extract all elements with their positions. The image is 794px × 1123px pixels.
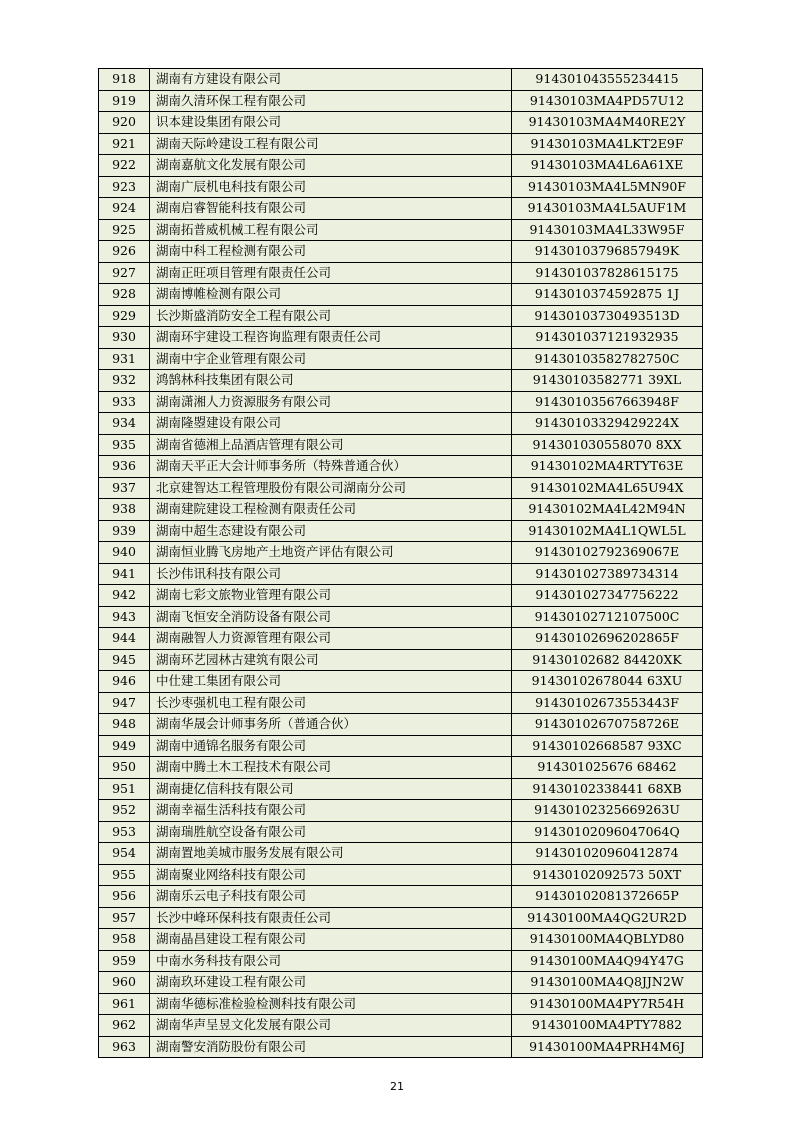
credit-code-cell: 914301027347756222 xyxy=(512,585,703,607)
table-row xyxy=(99,929,703,951)
row-number-cell: 938 xyxy=(99,499,150,521)
company-name-cell: 湖南环宇建设工程咨询监理有限责任公司 xyxy=(150,327,512,349)
company-name-cell: 湖南省德湘上品酒店管理有限公司 xyxy=(150,434,512,456)
table-row xyxy=(99,950,703,972)
table-row xyxy=(99,757,703,779)
row-number-cell: 924 xyxy=(99,198,150,220)
row-number-cell: 960 xyxy=(99,972,150,994)
company-name-cell: 长沙伟讯科技有限公司 xyxy=(150,563,512,585)
table-row xyxy=(99,284,703,306)
table-row xyxy=(99,520,703,542)
row-number-cell: 932 xyxy=(99,370,150,392)
table-row xyxy=(99,112,703,134)
table-row xyxy=(99,628,703,650)
page-number: 21 xyxy=(390,1080,404,1093)
company-name-cell: 湖南警安消防股份有限公司 xyxy=(150,1036,512,1058)
credit-code-cell: 91430103MA4L33W95F xyxy=(512,219,703,241)
row-number-cell: 963 xyxy=(99,1036,150,1058)
credit-code-cell: 91430102712107500C xyxy=(512,606,703,628)
row-number-cell: 955 xyxy=(99,864,150,886)
row-number-cell: 954 xyxy=(99,843,150,865)
credit-code-cell: 91430100MA4PRH4M6J xyxy=(512,1036,703,1058)
table-row xyxy=(99,800,703,822)
company-name-cell: 湖南天际岭建设工程有限公司 xyxy=(150,133,512,155)
credit-code-cell: 91430102682 84420XK xyxy=(512,649,703,671)
credit-code-cell: 91430100MA4PTY7882 xyxy=(512,1015,703,1037)
credit-code-cell: 91430103730493513D xyxy=(512,305,703,327)
company-name-cell: 湖南有方建设有限公司 xyxy=(150,69,512,91)
table-row xyxy=(99,262,703,284)
row-number-cell: 923 xyxy=(99,176,150,198)
company-name-cell: 湖南天平正大会计师事务所（特殊普通合伙） xyxy=(150,456,512,478)
table-row xyxy=(99,886,703,908)
credit-code-cell: 914301037121932935 xyxy=(512,327,703,349)
row-number-cell: 950 xyxy=(99,757,150,779)
company-name-cell: 湖南启睿智能科技有限公司 xyxy=(150,198,512,220)
row-number-cell: 945 xyxy=(99,649,150,671)
table-row xyxy=(99,993,703,1015)
credit-code-cell: 91430103582782750C xyxy=(512,348,703,370)
company-name-cell: 湖南瑞胜航空设备有限公司 xyxy=(150,821,512,843)
credit-code-cell: 91430102MA4L1QWL5L xyxy=(512,520,703,542)
credit-code-cell: 91430100MA4PY7R54H xyxy=(512,993,703,1015)
table-row xyxy=(99,843,703,865)
credit-code-cell: 91430100MA4QG2UR2D xyxy=(512,907,703,929)
company-name-cell: 湖南环艺园林古建筑有限公司 xyxy=(150,649,512,671)
company-name-cell: 湖南七彩文旅物业管理有限公司 xyxy=(150,585,512,607)
credit-code-cell: 91430103MA4L6A61XE xyxy=(512,155,703,177)
company-name-cell: 长沙枣强机电工程有限公司 xyxy=(150,692,512,714)
row-number-cell: 926 xyxy=(99,241,150,263)
company-name-cell: 湖南潇湘人力资源服务有限公司 xyxy=(150,391,512,413)
table-row xyxy=(99,434,703,456)
credit-code-cell: 91430102MA4L42M94N xyxy=(512,499,703,521)
company-name-cell: 鸿鹄林科技集团有限公司 xyxy=(150,370,512,392)
company-name-cell: 湖南拓普威机械工程有限公司 xyxy=(150,219,512,241)
company-name-cell: 中仕建工集团有限公司 xyxy=(150,671,512,693)
credit-code-cell: 91430100MA4QBLYD80 xyxy=(512,929,703,951)
credit-code-cell: 914301030558070 8XX xyxy=(512,434,703,456)
row-number-cell: 929 xyxy=(99,305,150,327)
credit-code-cell: 91430103MA4LKT2E9F xyxy=(512,133,703,155)
row-number-cell: 918 xyxy=(99,69,150,91)
company-name-cell: 识本建设集团有限公司 xyxy=(150,112,512,134)
credit-code-cell: 91430102670758726E xyxy=(512,714,703,736)
company-name-cell: 湖南幸福生活科技有限公司 xyxy=(150,800,512,822)
table-row xyxy=(99,714,703,736)
row-number-cell: 953 xyxy=(99,821,150,843)
table-row xyxy=(99,176,703,198)
credit-code-cell: 914301020960412874 xyxy=(512,843,703,865)
table-row xyxy=(99,542,703,564)
company-list-table xyxy=(98,68,703,1058)
row-number-cell: 931 xyxy=(99,348,150,370)
table-row xyxy=(99,198,703,220)
credit-code-cell: 91430102792369067E xyxy=(512,542,703,564)
company-name-cell: 长沙中峰环保科技有限责任公司 xyxy=(150,907,512,929)
table-row xyxy=(99,585,703,607)
row-number-cell: 958 xyxy=(99,929,150,951)
row-number-cell: 957 xyxy=(99,907,150,929)
row-number-cell: 943 xyxy=(99,606,150,628)
company-name-cell: 湖南中超生态建设有限公司 xyxy=(150,520,512,542)
credit-code-cell: 91430102081372665P xyxy=(512,886,703,908)
table-row xyxy=(99,327,703,349)
table-row xyxy=(99,563,703,585)
table-row xyxy=(99,692,703,714)
table-row xyxy=(99,69,703,91)
credit-code-cell: 91430102MA4RTYT63E xyxy=(512,456,703,478)
table-row xyxy=(99,972,703,994)
credit-code-cell: 91430102678044 63XU xyxy=(512,671,703,693)
company-name-cell: 湖南华德标准检验检测科技有限公司 xyxy=(150,993,512,1015)
row-number-cell: 919 xyxy=(99,90,150,112)
company-name-cell: 湖南正旺项目管理有限责任公司 xyxy=(150,262,512,284)
credit-code-cell: 91430103567663948F xyxy=(512,391,703,413)
company-name-cell: 湖南恒业腾飞房地产土地资产评估有限公司 xyxy=(150,542,512,564)
table-row xyxy=(99,219,703,241)
row-number-cell: 933 xyxy=(99,391,150,413)
row-number-cell: 956 xyxy=(99,886,150,908)
row-number-cell: 939 xyxy=(99,520,150,542)
table-row xyxy=(99,477,703,499)
table-row xyxy=(99,391,703,413)
row-number-cell: 952 xyxy=(99,800,150,822)
table-row xyxy=(99,348,703,370)
row-number-cell: 928 xyxy=(99,284,150,306)
company-name-cell: 北京建智达工程管理股份有限公司湖南分公司 xyxy=(150,477,512,499)
company-name-cell: 中南水务科技有限公司 xyxy=(150,950,512,972)
company-name-cell: 湖南华声呈昱文化发展有限公司 xyxy=(150,1015,512,1037)
row-number-cell: 962 xyxy=(99,1015,150,1037)
company-name-cell: 湖南中宇企业管理有限公司 xyxy=(150,348,512,370)
company-name-cell: 湖南华晟会计师事务所（普通合伙） xyxy=(150,714,512,736)
company-name-cell: 长沙斯盛消防安全工程有限公司 xyxy=(150,305,512,327)
table-row xyxy=(99,649,703,671)
row-number-cell: 948 xyxy=(99,714,150,736)
table-row xyxy=(99,821,703,843)
credit-code-cell: 91430102325669263U xyxy=(512,800,703,822)
row-number-cell: 936 xyxy=(99,456,150,478)
row-number-cell: 951 xyxy=(99,778,150,800)
company-name-cell: 湖南隆曌建设有限公司 xyxy=(150,413,512,435)
credit-code-cell: 91430103796857949K xyxy=(512,241,703,263)
company-name-cell: 湖南聚业网络科技有限公司 xyxy=(150,864,512,886)
table-row xyxy=(99,671,703,693)
credit-code-cell: 91430100MA4Q8JJN2W xyxy=(512,972,703,994)
table-row xyxy=(99,735,703,757)
table-row xyxy=(99,241,703,263)
table-row xyxy=(99,864,703,886)
row-number-cell: 930 xyxy=(99,327,150,349)
table-row xyxy=(99,1015,703,1037)
table-row xyxy=(99,778,703,800)
credit-code-cell: 91430103582771 39XL xyxy=(512,370,703,392)
table-row xyxy=(99,907,703,929)
table-row xyxy=(99,370,703,392)
table-row xyxy=(99,606,703,628)
company-name-cell: 湖南晶昌建设工程有限公司 xyxy=(150,929,512,951)
table-row xyxy=(99,456,703,478)
credit-code-cell: 914301037828615175 xyxy=(512,262,703,284)
company-name-cell: 湖南置地美城市服务发展有限公司 xyxy=(150,843,512,865)
table-body xyxy=(99,69,703,1058)
credit-code-cell: 91430103MA4L5AUF1M xyxy=(512,198,703,220)
table-row xyxy=(99,413,703,435)
row-number-cell: 937 xyxy=(99,477,150,499)
row-number-cell: 920 xyxy=(99,112,150,134)
credit-code-cell: 91430102338441 68XB xyxy=(512,778,703,800)
table-row xyxy=(99,90,703,112)
row-number-cell: 925 xyxy=(99,219,150,241)
row-number-cell: 947 xyxy=(99,692,150,714)
company-name-cell: 湖南广辰机电科技有限公司 xyxy=(150,176,512,198)
row-number-cell: 959 xyxy=(99,950,150,972)
table-row xyxy=(99,305,703,327)
company-name-cell: 湖南玖环建设工程有限公司 xyxy=(150,972,512,994)
company-name-cell: 湖南博帷检测有限公司 xyxy=(150,284,512,306)
credit-code-cell: 91430102673553443F xyxy=(512,692,703,714)
company-name-cell: 湖南建院建设工程检测有限责任公司 xyxy=(150,499,512,521)
credit-code-cell: 914301027389734314 xyxy=(512,563,703,585)
row-number-cell: 921 xyxy=(99,133,150,155)
credit-code-cell: 91430102MA4L65U94X xyxy=(512,477,703,499)
credit-code-cell: 914301025676 68462 xyxy=(512,757,703,779)
credit-code-cell: 91430103MA4PD57U12 xyxy=(512,90,703,112)
credit-code-cell: 91430103329429224X xyxy=(512,413,703,435)
row-number-cell: 942 xyxy=(99,585,150,607)
credit-code-cell: 91430102096047064Q xyxy=(512,821,703,843)
row-number-cell: 934 xyxy=(99,413,150,435)
table-row xyxy=(99,499,703,521)
credit-code-cell: 91430102668587 93XC xyxy=(512,735,703,757)
company-name-cell: 湖南久清环保工程有限公司 xyxy=(150,90,512,112)
table-row xyxy=(99,155,703,177)
table-row xyxy=(99,133,703,155)
credit-code-cell: 91430103MA4M40RE2Y xyxy=(512,112,703,134)
credit-code-cell: 914301043555234415 xyxy=(512,69,703,91)
company-name-cell: 湖南嘉航文化发展有限公司 xyxy=(150,155,512,177)
row-number-cell: 949 xyxy=(99,735,150,757)
company-name-cell: 湖南捷亿信科技有限公司 xyxy=(150,778,512,800)
company-name-cell: 湖南乐云电子科技有限公司 xyxy=(150,886,512,908)
row-number-cell: 941 xyxy=(99,563,150,585)
company-name-cell: 湖南融智人力资源管理有限公司 xyxy=(150,628,512,650)
row-number-cell: 922 xyxy=(99,155,150,177)
company-name-cell: 湖南飞恒安全消防设备有限公司 xyxy=(150,606,512,628)
row-number-cell: 940 xyxy=(99,542,150,564)
credit-code-cell: 91430103MA4L5MN90F xyxy=(512,176,703,198)
row-number-cell: 946 xyxy=(99,671,150,693)
company-name-cell: 湖南中科工程检测有限公司 xyxy=(150,241,512,263)
company-name-cell: 湖南中腾土木工程技术有限公司 xyxy=(150,757,512,779)
credit-code-cell: 91430100MA4Q94Y47G xyxy=(512,950,703,972)
company-name-cell: 湖南中通锦名服务有限公司 xyxy=(150,735,512,757)
row-number-cell: 935 xyxy=(99,434,150,456)
credit-code-cell: 91430102092573 50XT xyxy=(512,864,703,886)
table-row xyxy=(99,1036,703,1058)
row-number-cell: 927 xyxy=(99,262,150,284)
row-number-cell: 944 xyxy=(99,628,150,650)
credit-code-cell: 91430102696202865F xyxy=(512,628,703,650)
row-number-cell: 961 xyxy=(99,993,150,1015)
credit-code-cell: 9143010374592875 1J xyxy=(512,284,703,306)
company-table xyxy=(98,68,703,1058)
